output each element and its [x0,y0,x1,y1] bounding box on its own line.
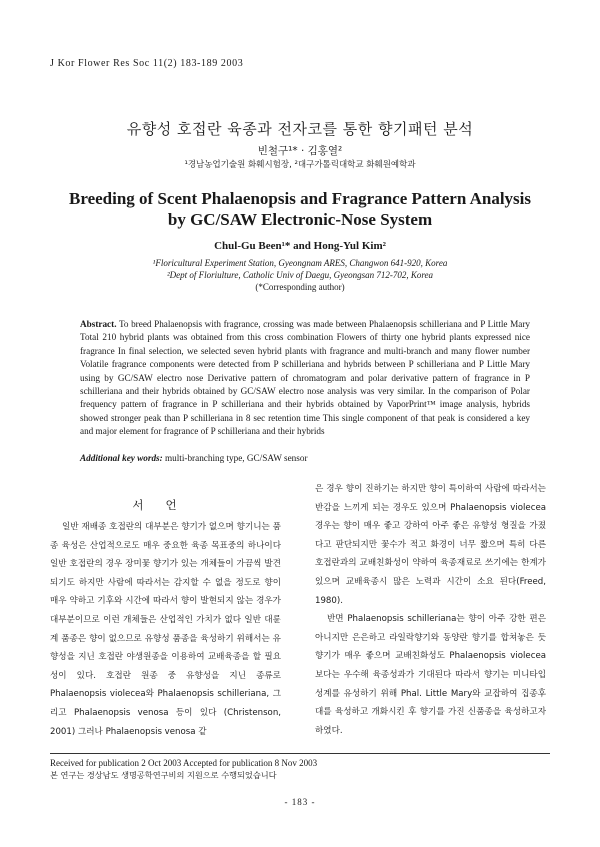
body-right-column [315,480,546,740]
journal-citation: J Kor Flower Res Soc 11(2) 183-189 2003 [50,58,244,69]
keywords-text: multi-branching type, GC/SAW sensor [165,453,308,463]
english-authors: Chul-Gu Been¹* and Hong-Yul Kim² [214,240,386,252]
intro-paragraph-1: 일반 재배종 호접란의 대부분은 향기가 없으며 향기니는 품종 육성은 산업적으로도 매우 중요한 육종 목표중의 하나이다 일반 호접란의 경우 장미꽃 향기가 있는 개체들이 가끔씩 발견되기도 하지만 사람에 따라서는 감지할 수 없을 정도로 향이 매우 약하고 기후와 시간에 따라서 향이 발현되지 않는 경우가 대부분이므로 이런 개체들은 산업적인 가치가 없다 일반 대륜계 품종은 향이 없으므로 유향성 품종을 육성하기 위해서는 유향성을 지닌 호접란 야생원종을 이용하여 교배육종을 할 필요성이 있다. 호접란 원종 중 유향성을 지닌 종류로 Phalaenopsis violecea와 Phalaenopsis schilleriana, 그리고 Phalaenopsis venosa 등이 있다 (Christenson, 2001) 그러나 Phalaenopsis venosa 같 [50,522,281,737]
korean-affiliations: ¹경남농업기술원 화훼시험장, ²대구가톨릭대학교 화훼원예학과 [184,160,416,170]
abstract [80,318,530,439]
english-title-line-2: by GC/SAW Electronic-Nose System [167,210,433,229]
keywords [80,453,530,463]
body-left-column [50,518,281,741]
korean-authors: 빈철구¹* · 김홍열² [257,145,343,157]
funding-note: 본 연구는 경상남도 생명공학연구비의 지원으로 수행되었습니다 [50,770,277,780]
keywords-label: Additional key words: [80,453,163,463]
intro-paragraph-2: 반면 Phalaenopsis schilleriana는 향이 아주 강한 편은 아니지만 은은하고 라일락향기와 동양란 향기를 합쳐놓은 듯 향기가 매우 좋으며 교배친화성도 Phalaenopsis violecea 보다는 우수해 육종성과가 기대된다 따라서 향기는 미니타입성계를 유성하기 위해 Phal. Little Mary와 교잡하여 집종후대를 육성하고 개화시킨 후 향기를 가진 신품종을 육성하고자 하였다. [315,614,546,736]
page-number: - 183 - [284,797,316,807]
intro-paragraph-continued: 은 경우 향이 진하기는 하지만 향이 특이하여 사람에 따라서는 반감을 느끼게 되는 경우도 있으며 Phalaenopsis violecea 경우는 향이 매우 좋고 강하여 아주 좋은 유향성 형질을 가졌다고 판단되지만 꽃수가 적고 화경이 너무 짧으며 특히 다른 호접란과의 교배친화성이 약하여 육종재료로 쓰기에는 한계가 있으며 교배육종시 많은 노력과 시간이 소요 된다(Freed, 1980). [315,484,546,606]
abstract-label: Abstract. [80,319,117,329]
english-title-line-1: Breeding of Scent Phalaenopsis and Fragrance Pattern Analysis [69,189,531,208]
footnotes [50,757,550,781]
korean-title: 유향성 호접란 육종과 전자코를 통한 향기패턴 분석 [126,120,474,138]
english-affiliations [0,257,600,293]
abstract-text: To breed Phalaenopsis with fragrance, crossing was made between Phalaenopsis schilleriana and P Little Mary Total 210 hybrid plants was obtained from this cross combination Flowers of thirty one hybrid plants expressed nice fragrance In final selection, we selected seven hybrid plants with fragrance and multi-branch and many flower number Volatile fragrance components were detected from P schilleriana and hybrids between P schilleriana and P Little Mary using by GC/SAW electro nose Derivative pattern of chromatogram and polar derivative pattern of fragrance in P schilleriana and their hybrids obtained by GC/SAW electro nose analysis was very similar. In the comparison of Polar frequency pattern of fragrance in P schilleriana and their hybrids obtained by VaporPrint™ image analysis, hybrids showed stronger peak than P schilleriana in 8 sec retention time This single component of that peak is considered a key and major element for fragrance of P schilleriana and their hybrids [80,319,530,437]
footnote-rule [50,753,550,754]
affiliation-2: ²Dept of Floriulture, Catholic Univ of Daegu, Gyeongsan 712-702, Korea [166,270,433,280]
received-note: Received for publication 2 Oct 2003 Accepted for publication 8 Nov 2003 [50,758,318,768]
section-heading: 서언 [132,498,199,512]
english-title [50,188,550,230]
affiliation-1: ¹Floricultural Experiment Station, Gyeongnam ARES, Changwon 641-920, Korea [152,258,448,268]
corresponding-note: (*Corresponding author) [255,282,345,292]
